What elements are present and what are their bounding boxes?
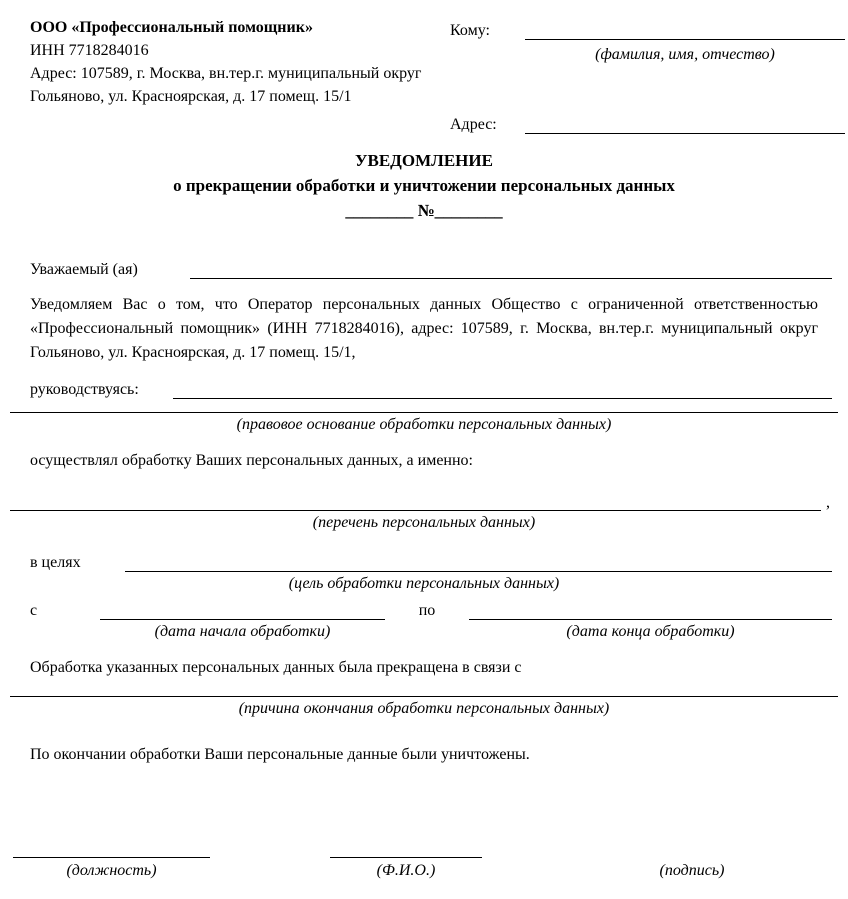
date-to-label-cell [385, 596, 469, 620]
purpose-row [30, 548, 818, 572]
guided-label: руководствуясь: [30, 381, 139, 398]
sender-name: ООО «Профессиональный помощник» [30, 19, 313, 36]
recipient-address-label: Адрес: [450, 116, 497, 133]
recipient-to-blank [525, 39, 845, 40]
header [30, 16, 818, 134]
date-end-blank-cell [469, 596, 832, 620]
date-from-label: с [30, 602, 38, 619]
destroyed-line: По окончании обработки Ваши персональные данные были уничтожены. [30, 746, 530, 763]
purpose-caption: (цель обработки персональных данных) [288, 575, 560, 592]
dates-row [30, 596, 832, 644]
guided-row [30, 375, 818, 399]
recipient-to-row [450, 16, 845, 40]
purpose-label: в целях [30, 554, 81, 571]
processed-line: осуществлял обработку Ваших персональных данных, а именно: [30, 452, 473, 469]
sign-caption: (подпись) [659, 862, 725, 879]
sender-inn: ИНН 7718284016 [30, 42, 149, 59]
stopped-line: Обработка указанных персональных данных была прекращена в связи с [30, 659, 522, 676]
signature-position-column [13, 843, 210, 884]
name-blank [330, 843, 482, 858]
data-list-comma: , [826, 494, 830, 511]
title-line2: о прекращении обработки и уничтожении персональных данных [173, 176, 675, 195]
operator-paragraph: Уведомляем Вас о том, что Оператор персональных данных Общество с ограниченной ответственностью «Профессиональный помощник» (ИНН 7718284016), адрес: 107589, г. Москва, вн.тер.г. муниципальный округ Гольяново, ул. Красноярская, д. 17 помещ. 15/1, [30, 296, 818, 361]
sender-block [30, 16, 440, 134]
salutation-row [30, 255, 818, 279]
recipient-block [450, 16, 845, 134]
data-list-caption: (перечень персональных данных) [312, 514, 536, 531]
date-to-label: по [418, 602, 436, 619]
date-start-caption: (дата начала обработки) [154, 623, 331, 640]
salutation-blank [190, 278, 832, 279]
data-list-row [10, 473, 830, 511]
signature-section [13, 843, 818, 884]
recipient-to-caption: (фамилия, имя, отчество) [595, 46, 775, 63]
position-caption: (должность) [66, 862, 157, 879]
recipient-to-label: Кому: [450, 22, 490, 39]
signature-name-column [330, 843, 482, 884]
date-start-blank-cell [100, 596, 385, 620]
signature-sign-column [622, 843, 762, 884]
legal-basis-caption: (правовое основание обработки персональных данных) [236, 416, 612, 433]
recipient-address-blank [525, 133, 845, 134]
document-title [30, 148, 818, 223]
title-number-line: ________ №________ [345, 201, 503, 220]
title-line1: УВЕДОМЛЕНИЕ [355, 151, 493, 170]
date-from-label-cell [30, 596, 100, 620]
salutation-label: Уважаемый (ая) [30, 261, 138, 278]
sender-address: Адрес: 107589, г. Москва, вн.тер.г. муниципальный округ Гольяново, ул. Красноярская, д. 17 помещ. 15/1 [30, 65, 422, 105]
position-blank [13, 843, 210, 858]
guided-blank [173, 398, 832, 399]
name-caption: (Ф.И.О.) [376, 862, 436, 879]
reason-caption: (причина окончания обработки персональных данных) [238, 700, 610, 717]
date-end-caption: (дата конца обработки) [566, 623, 735, 640]
recipient-address-row [450, 110, 845, 134]
